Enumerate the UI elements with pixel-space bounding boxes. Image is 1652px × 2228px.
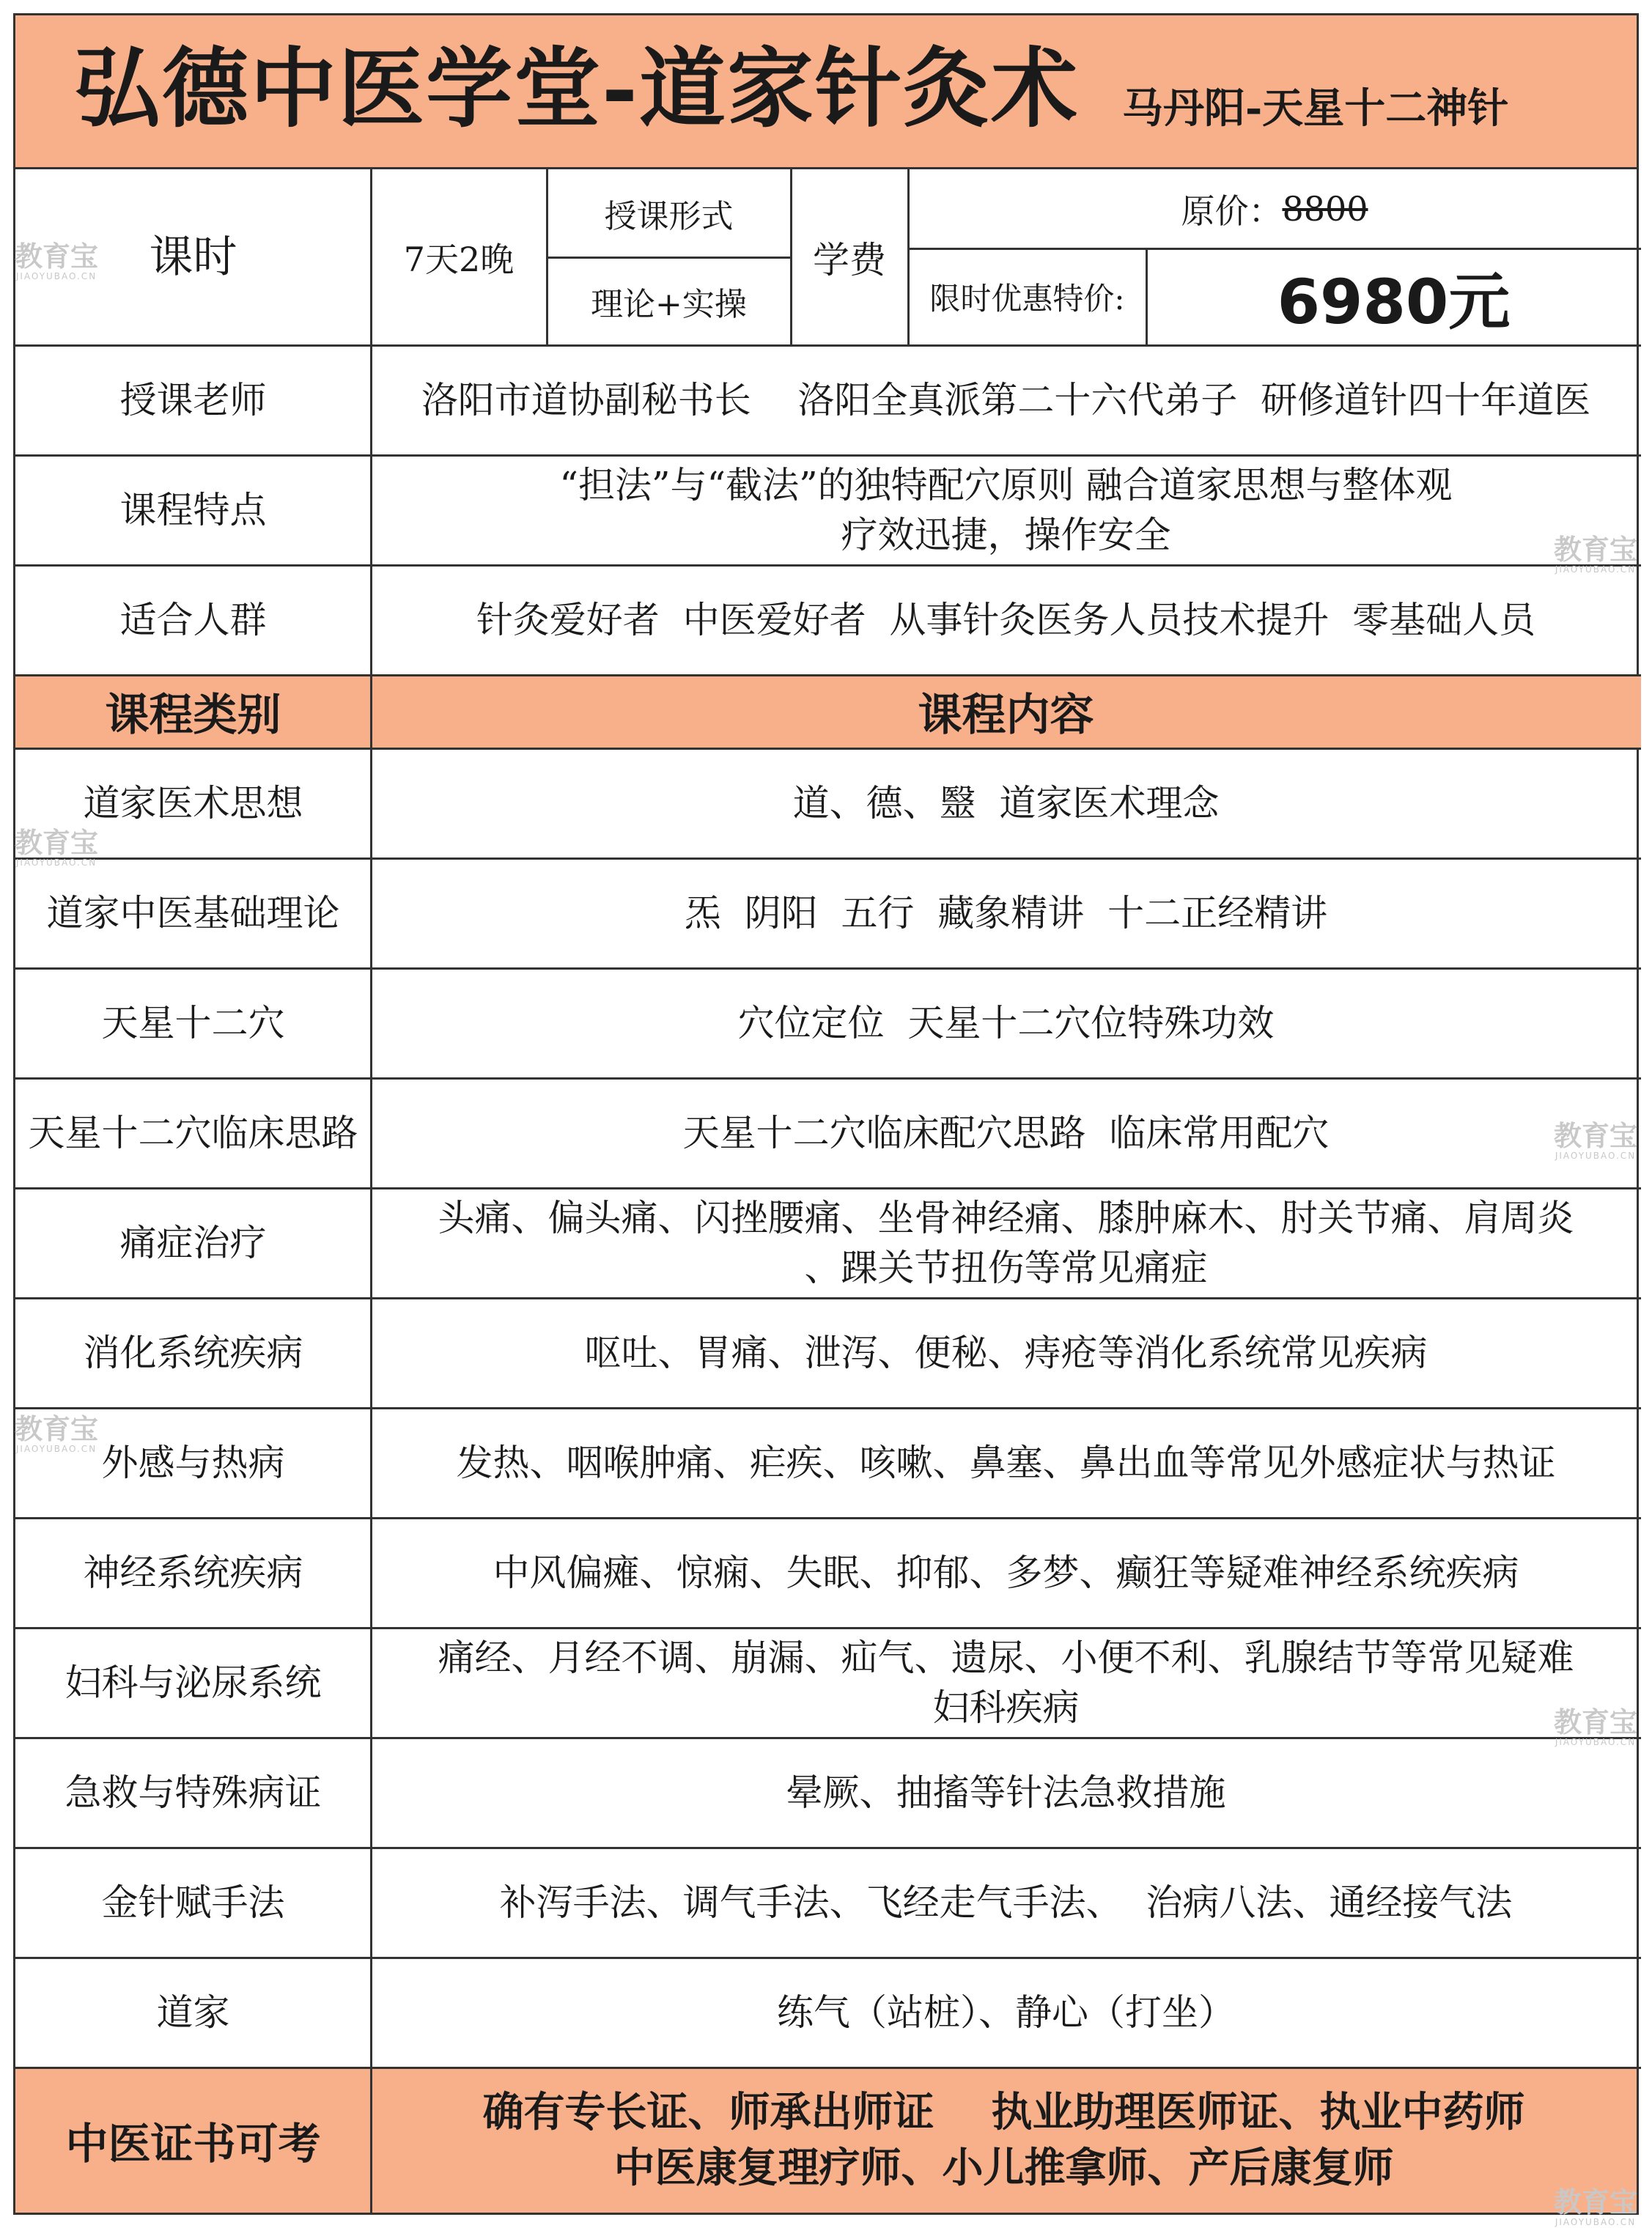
category-header: 课程类别 bbox=[15, 675, 371, 748]
grid-line bbox=[15, 967, 1641, 970]
original-price-label: 原价： bbox=[1181, 191, 1283, 231]
course-content: 中风偏瘫、惊痫、失眠、抑郁、多梦、癫狂等疑难神经系统疾病 bbox=[493, 1552, 1519, 1594]
grid-line bbox=[370, 169, 372, 345]
grid-line bbox=[15, 1957, 1641, 1959]
course-category: 神经系统疾病 bbox=[83, 1552, 303, 1594]
grid-line bbox=[15, 1297, 1641, 1299]
course-content: 痛经、月经不调、崩漏、疝气、遗尿、小便不利、乳腺结节等常见疑难 妇科疾病 bbox=[438, 1637, 1574, 1729]
watermark: 教育宝 JIAOYUBAO.CN bbox=[1554, 2186, 1638, 2227]
course-category: 道家 bbox=[156, 1991, 230, 2034]
grid-line bbox=[15, 1077, 1641, 1080]
watermark: 教育宝 JIAOYUBAO.CN bbox=[15, 1413, 99, 1454]
content-header: 课程内容 bbox=[371, 675, 1641, 748]
fee-label: 学费 bbox=[813, 239, 886, 281]
grid-line bbox=[15, 1847, 1641, 1849]
watermark: 教育宝 JIAOYUBAO.CN bbox=[15, 240, 99, 281]
course-category: 金针赋手法 bbox=[101, 1881, 285, 1924]
course-content: 穴位定位 天星十二穴位特殊功效 bbox=[737, 1002, 1275, 1044]
detail-value: 洛阳市道协副秘书长 洛阳全真派第二十六代弟子 研修道针四十年道医 bbox=[421, 379, 1591, 421]
sale-price-value: 6980元 bbox=[1277, 265, 1511, 338]
sale-price-label: 限时优惠特价: bbox=[929, 281, 1125, 317]
grid-line bbox=[15, 1517, 1641, 1519]
certificates-line-1: 确有专长证、师承出师证 执业助理医师证、执业中药师 bbox=[482, 2088, 1525, 2136]
detail-label: 适合人群 bbox=[119, 599, 267, 641]
watermark: 教育宝 JIAOYUBAO.CN bbox=[15, 827, 99, 868]
course-category: 道家中医基础理论 bbox=[46, 892, 340, 934]
detail-value: “担法”与“截法”的独特配穴原则 融合道家思想与整体观 疗效迅捷，操作安全 bbox=[559, 464, 1453, 556]
original-price bbox=[908, 169, 1641, 248]
grid-line bbox=[1146, 248, 1148, 345]
watermark: 教育宝 JIAOYUBAO.CN bbox=[1554, 1120, 1638, 1161]
grid-line bbox=[15, 1627, 1641, 1629]
grid-line bbox=[15, 748, 1641, 750]
course-category: 急救与特殊病证 bbox=[64, 1771, 322, 1814]
grid-line bbox=[15, 454, 1641, 457]
course-sheet bbox=[13, 13, 1639, 2215]
course-content: 补泻手法、调气手法、飞经走气手法、 治病八法、通经接气法 bbox=[499, 1881, 1513, 1924]
page-title: 弘德中医学堂-道家针灸术 bbox=[74, 37, 1079, 139]
grid-line bbox=[15, 564, 1641, 567]
course-content: 头痛、偏头痛、闪挫腰痛、坐骨神经痛、膝肿麻木、肘关节痛、肩周炎 、踝关节扭伤等常见痛症 bbox=[438, 1197, 1574, 1289]
hours-value: 7天2晚 bbox=[403, 240, 515, 279]
grid-line bbox=[547, 257, 791, 259]
course-category: 道家医术思想 bbox=[83, 782, 303, 825]
course-content: 天星十二穴临床配穴思路 临床常用配穴 bbox=[682, 1112, 1330, 1154]
grid-line bbox=[15, 674, 1641, 676]
grid-line bbox=[15, 1407, 1641, 1409]
course-category: 痛症治疗 bbox=[119, 1222, 267, 1264]
grid-line bbox=[907, 169, 910, 345]
grid-line bbox=[370, 345, 372, 2214]
watermark: 教育宝 JIAOYUBAO.CN bbox=[1554, 534, 1638, 575]
course-category: 天星十二穴 bbox=[101, 1002, 285, 1044]
certificates-list bbox=[371, 2067, 1637, 2213]
detail-value: 针灸爱好者 中医爱好者 从事针灸医务人员技术提升 零基础人员 bbox=[476, 599, 1536, 641]
course-content: 道、德、毉 道家医术理念 bbox=[792, 782, 1220, 825]
course-content: 练气（站桩）、静心（打坐） bbox=[777, 1991, 1235, 2034]
grid-line bbox=[15, 1737, 1641, 1739]
course-content: 晕厥、抽搐等针法急救措施 bbox=[786, 1771, 1226, 1814]
detail-label: 授课老师 bbox=[119, 379, 267, 421]
grid-line bbox=[15, 2067, 1641, 2069]
course-content: 炁 阴阳 五行 藏象精讲 十二正经精讲 bbox=[684, 892, 1328, 934]
grid-line bbox=[15, 857, 1641, 860]
format-value: 理论+实操 bbox=[591, 286, 747, 323]
course-category: 外感与热病 bbox=[101, 1442, 285, 1484]
course-category: 妇科与泌尿系统 bbox=[64, 1661, 322, 1704]
hours-label: 课时 bbox=[149, 232, 237, 283]
course-content: 呕吐、胃痛、泄泻、便秘、痔疮等消化系统常见疾病 bbox=[584, 1332, 1428, 1374]
grid-line bbox=[15, 1187, 1641, 1189]
certificates-line-2: 中医康复理疗师、小儿推拿师、产后康复师 bbox=[613, 2144, 1394, 2192]
detail-label: 课程特点 bbox=[119, 489, 267, 531]
course-category: 天星十二穴临床思路 bbox=[28, 1112, 358, 1154]
format-label: 授课形式 bbox=[604, 198, 734, 235]
certificates-label: 中医证书可考 bbox=[15, 2067, 371, 2213]
watermark: 教育宝 JIAOYUBAO.CN bbox=[1554, 1706, 1638, 1747]
page-subtitle: 马丹阳-天星十二神针 bbox=[1122, 84, 1509, 133]
grid-line bbox=[15, 344, 1641, 347]
course-category: 消化系统疾病 bbox=[83, 1332, 303, 1374]
grid-line bbox=[908, 248, 1641, 250]
original-price-value: 8800 bbox=[1282, 189, 1368, 229]
course-content: 发热、咽喉肿痛、疟疾、咳嗽、鼻塞、鼻出血等常见外感症状与热证 bbox=[456, 1442, 1556, 1484]
title-bar bbox=[15, 15, 1637, 169]
